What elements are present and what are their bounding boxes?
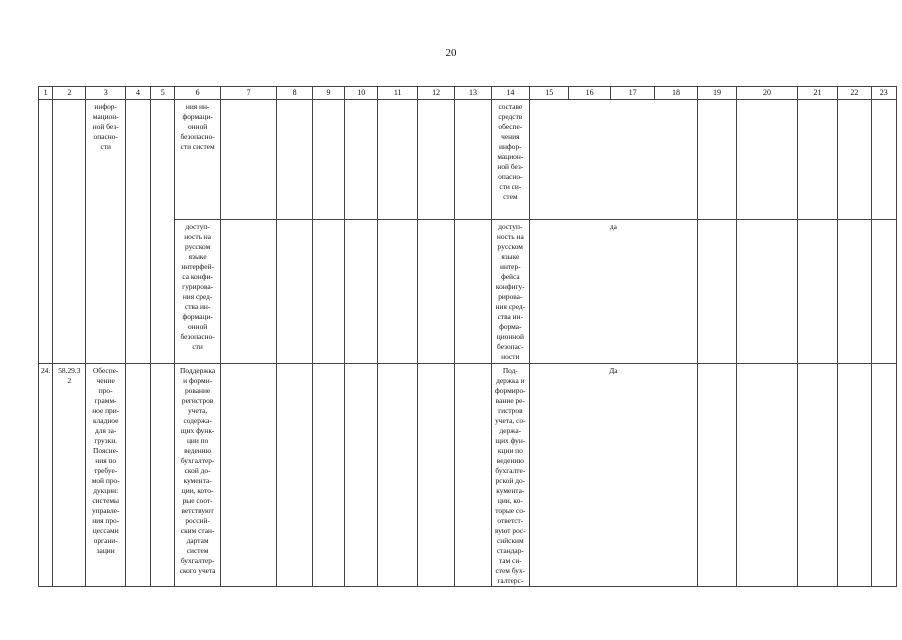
characteristic-cell: Поддержка и форми- рование регистров учета, содержа- щих функ- ции по ведению бухгалтер- ской до- кумента- ции, кото- рые соот- ветствуют россий- ским стан- дартам систем бухгалтер- ского учета bbox=[175, 364, 220, 587]
characteristic-cell: составе средств обеспе- чения инфор- мацион- ной без- опасно- сти си- стем bbox=[491, 100, 529, 220]
requirement-name-cell: инфор- мацион- ной без- опасно- сти bbox=[86, 100, 125, 364]
characteristic-cell: доступ- ность на русском языке интерфей- са конфи- гурирова- ния сред- ства ин- формаци- онной безопасно- сти bbox=[175, 220, 220, 364]
column-header: 17 bbox=[610, 87, 654, 100]
column-header: 22 bbox=[838, 87, 871, 100]
column-header: 6 bbox=[175, 87, 220, 100]
characteristic-cell: ния ин- формаци- онной безопасно- сти систем bbox=[175, 100, 220, 220]
column-header: 10 bbox=[345, 87, 378, 100]
column-header: 2 bbox=[53, 87, 86, 100]
column-header: 1 bbox=[39, 87, 53, 100]
requirement-name-cell: Обеспе- чение про- грамм- ное при- кладное для за- грузки. Поясне- ния по требуе- мой про- дукции: системы управле- ния про- цессами органи- зации bbox=[86, 364, 125, 587]
column-header: 16 bbox=[569, 87, 610, 100]
table-row bbox=[39, 100, 897, 220]
column-header: 14 bbox=[491, 87, 529, 100]
column-header: 13 bbox=[455, 87, 491, 100]
column-header: 11 bbox=[378, 87, 417, 100]
column-header: 5 bbox=[151, 87, 175, 100]
column-header: 15 bbox=[530, 87, 569, 100]
column-header: 18 bbox=[655, 87, 697, 100]
column-header: 9 bbox=[312, 87, 344, 100]
value-cell: да bbox=[530, 220, 698, 364]
characteristic-cell: доступ- ность на русском языке интер- фейса конфигу- рирова- ния сред- ства ин- форма- ционной безопас- ности bbox=[491, 220, 529, 364]
column-header: 8 bbox=[277, 87, 312, 100]
specification-table bbox=[38, 86, 897, 587]
column-header: 12 bbox=[417, 87, 454, 100]
column-header: 4 bbox=[125, 87, 150, 100]
table-row bbox=[39, 364, 897, 587]
column-header: 23 bbox=[871, 87, 896, 100]
characteristic-cell: Под- держка и формиро- вание ре- гистров учета, со- держа- щих фун- кции по ведению бухгалте- рской до- кумента- ции, ко- торые со- ответст- вуют рос- сийским стандар- там си- стем бух- галтерс- bbox=[491, 364, 529, 587]
row-number-cell: 24. bbox=[39, 364, 53, 587]
header-row bbox=[39, 87, 897, 100]
column-header: 3 bbox=[86, 87, 125, 100]
page-number: 20 bbox=[445, 47, 457, 59]
code-cell: 58.29.3 2 bbox=[53, 364, 86, 587]
column-header: 7 bbox=[220, 87, 277, 100]
column-header: 20 bbox=[737, 87, 798, 100]
column-header: 19 bbox=[697, 87, 736, 100]
column-header: 21 bbox=[797, 87, 837, 100]
value-cell: Да bbox=[530, 364, 698, 587]
